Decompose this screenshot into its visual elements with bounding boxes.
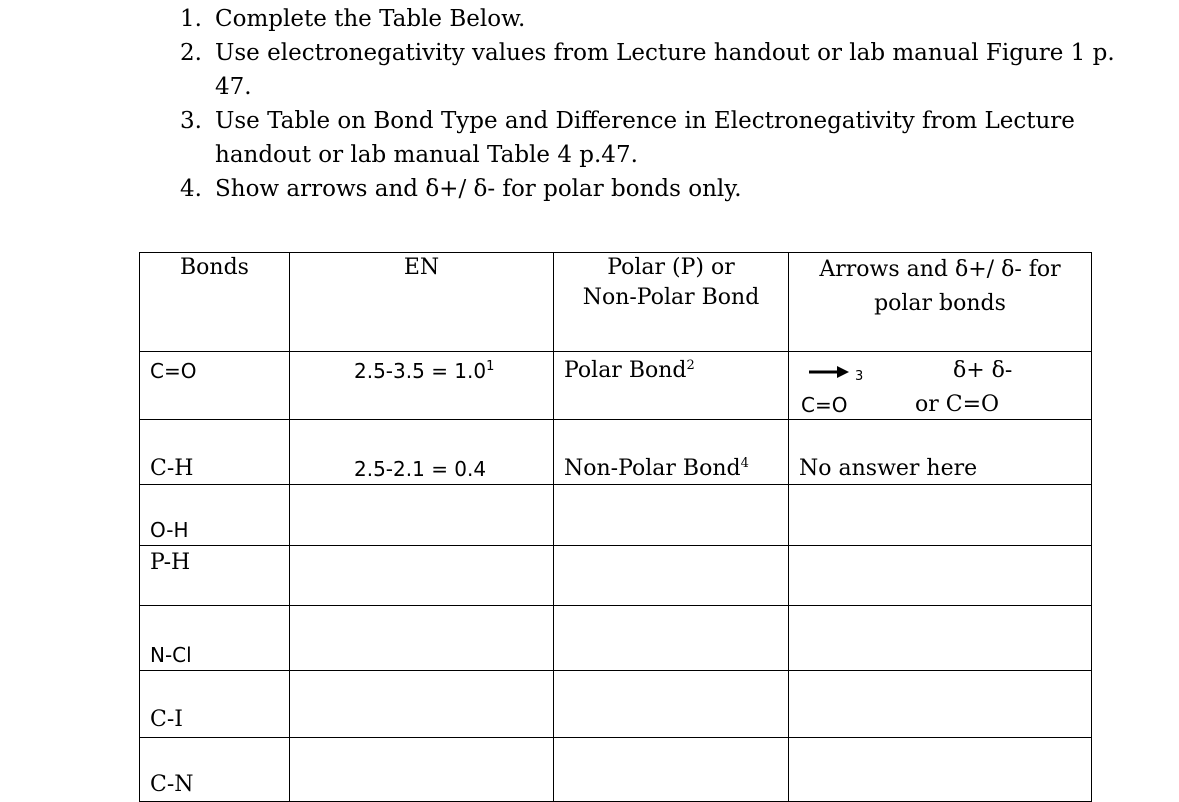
arrows-cell[interactable]	[789, 546, 1092, 606]
table-row	[140, 352, 1092, 420]
polar-cell[interactable]	[554, 606, 789, 671]
bond-label: O-H	[150, 518, 189, 542]
instruction-1	[180, 2, 1140, 36]
or-molecule: or C=O	[915, 392, 1000, 417]
table-row	[140, 546, 1092, 606]
polar-cell[interactable]	[554, 671, 789, 738]
polar-cell[interactable]	[554, 485, 789, 546]
header-polar	[554, 253, 789, 352]
delta-label: δ+ δ-	[953, 358, 1013, 383]
instruction-2	[180, 36, 1140, 104]
bond-cell[interactable]	[140, 485, 290, 546]
bond-cell[interactable]	[140, 606, 290, 671]
arrows-cell[interactable]	[789, 671, 1092, 738]
instruction-3	[180, 104, 1140, 172]
instructions-list	[180, 2, 1140, 206]
header-bonds	[140, 253, 290, 352]
header-en-label: EN	[403, 255, 440, 280]
footnote-marker: 4	[740, 456, 749, 471]
arrows-value: No answer here	[799, 456, 978, 481]
en-cell[interactable]	[290, 671, 554, 738]
polar-value: Polar Bond	[564, 358, 687, 383]
polar-cell[interactable]	[554, 546, 789, 606]
arrows-cell[interactable]	[789, 485, 1092, 546]
table-row	[140, 485, 1092, 546]
table-row	[140, 606, 1092, 671]
instruction-text: Complete the Table Below.	[215, 6, 526, 32]
en-cell[interactable]	[290, 546, 554, 606]
instruction-text: Use electronegativity values from Lecture handout or lab manual Figure 1 p. 47.	[215, 40, 1115, 100]
header-polar-line1: Polar (P) or	[607, 255, 735, 280]
header-arrows	[789, 253, 1092, 352]
header-arrows-line2: polar bonds	[874, 291, 1006, 316]
bond-label: C=O	[150, 359, 197, 383]
right-arrow-icon	[809, 366, 849, 378]
en-cell[interactable]	[290, 485, 554, 546]
instruction-number: 1.	[180, 6, 202, 32]
en-cell[interactable]	[290, 420, 554, 485]
arrows-cell[interactable]	[789, 420, 1092, 485]
polar-cell[interactable]	[554, 738, 789, 802]
footnote-marker: 1	[486, 359, 495, 374]
polar-value: Non-Polar Bond	[564, 456, 741, 481]
bond-cell[interactable]	[140, 738, 290, 802]
table-row	[140, 738, 1092, 802]
table-header-row	[140, 253, 1092, 352]
bond-label: N-Cl	[150, 643, 192, 667]
en-cell[interactable]	[290, 352, 554, 420]
header-arrows-line1: Arrows and δ+/ δ- for	[819, 257, 1061, 282]
polar-cell[interactable]	[554, 420, 789, 485]
instruction-number: 4.	[180, 176, 202, 202]
polar-cell[interactable]	[554, 352, 789, 420]
bond-cell[interactable]	[140, 671, 290, 738]
instruction-number: 3.	[180, 108, 202, 134]
bond-label: C-N	[150, 772, 194, 797]
footnote-marker: 2	[686, 358, 695, 373]
header-en	[290, 253, 554, 352]
en-cell[interactable]	[290, 738, 554, 802]
arrows-cell[interactable]	[789, 352, 1092, 420]
instruction-text: Use Table on Bond Type and Difference in Electronegativity from Lecture handout or lab manual Table 4 p.47.	[215, 108, 1075, 168]
bond-label: P-H	[150, 550, 191, 575]
bond-label: C-I	[150, 707, 183, 732]
bond-cell[interactable]	[140, 352, 290, 420]
bond-table	[139, 252, 1092, 802]
bond-cell[interactable]	[140, 546, 290, 606]
instruction-text: Show arrows and δ+/ δ- for polar bonds only.	[215, 176, 742, 202]
header-polar-line2: Non-Polar Bond	[582, 285, 760, 310]
header-bonds-label: Bonds	[180, 255, 249, 280]
footnote-marker: 3	[855, 369, 864, 384]
en-cell[interactable]	[290, 606, 554, 671]
instruction-number: 2.	[180, 40, 202, 66]
arrows-cell[interactable]	[789, 606, 1092, 671]
table-row	[140, 671, 1092, 738]
instruction-4	[180, 172, 1140, 206]
en-value: 2.5-2.1 = 0.4	[354, 457, 487, 481]
arrows-cell[interactable]	[789, 738, 1092, 802]
bond-cell[interactable]	[140, 420, 290, 485]
bond-label: C-H	[150, 456, 194, 481]
table-row	[140, 420, 1092, 485]
arrow-molecule: C=O	[801, 393, 848, 417]
en-value: 2.5-3.5 = 1.0	[354, 359, 487, 383]
